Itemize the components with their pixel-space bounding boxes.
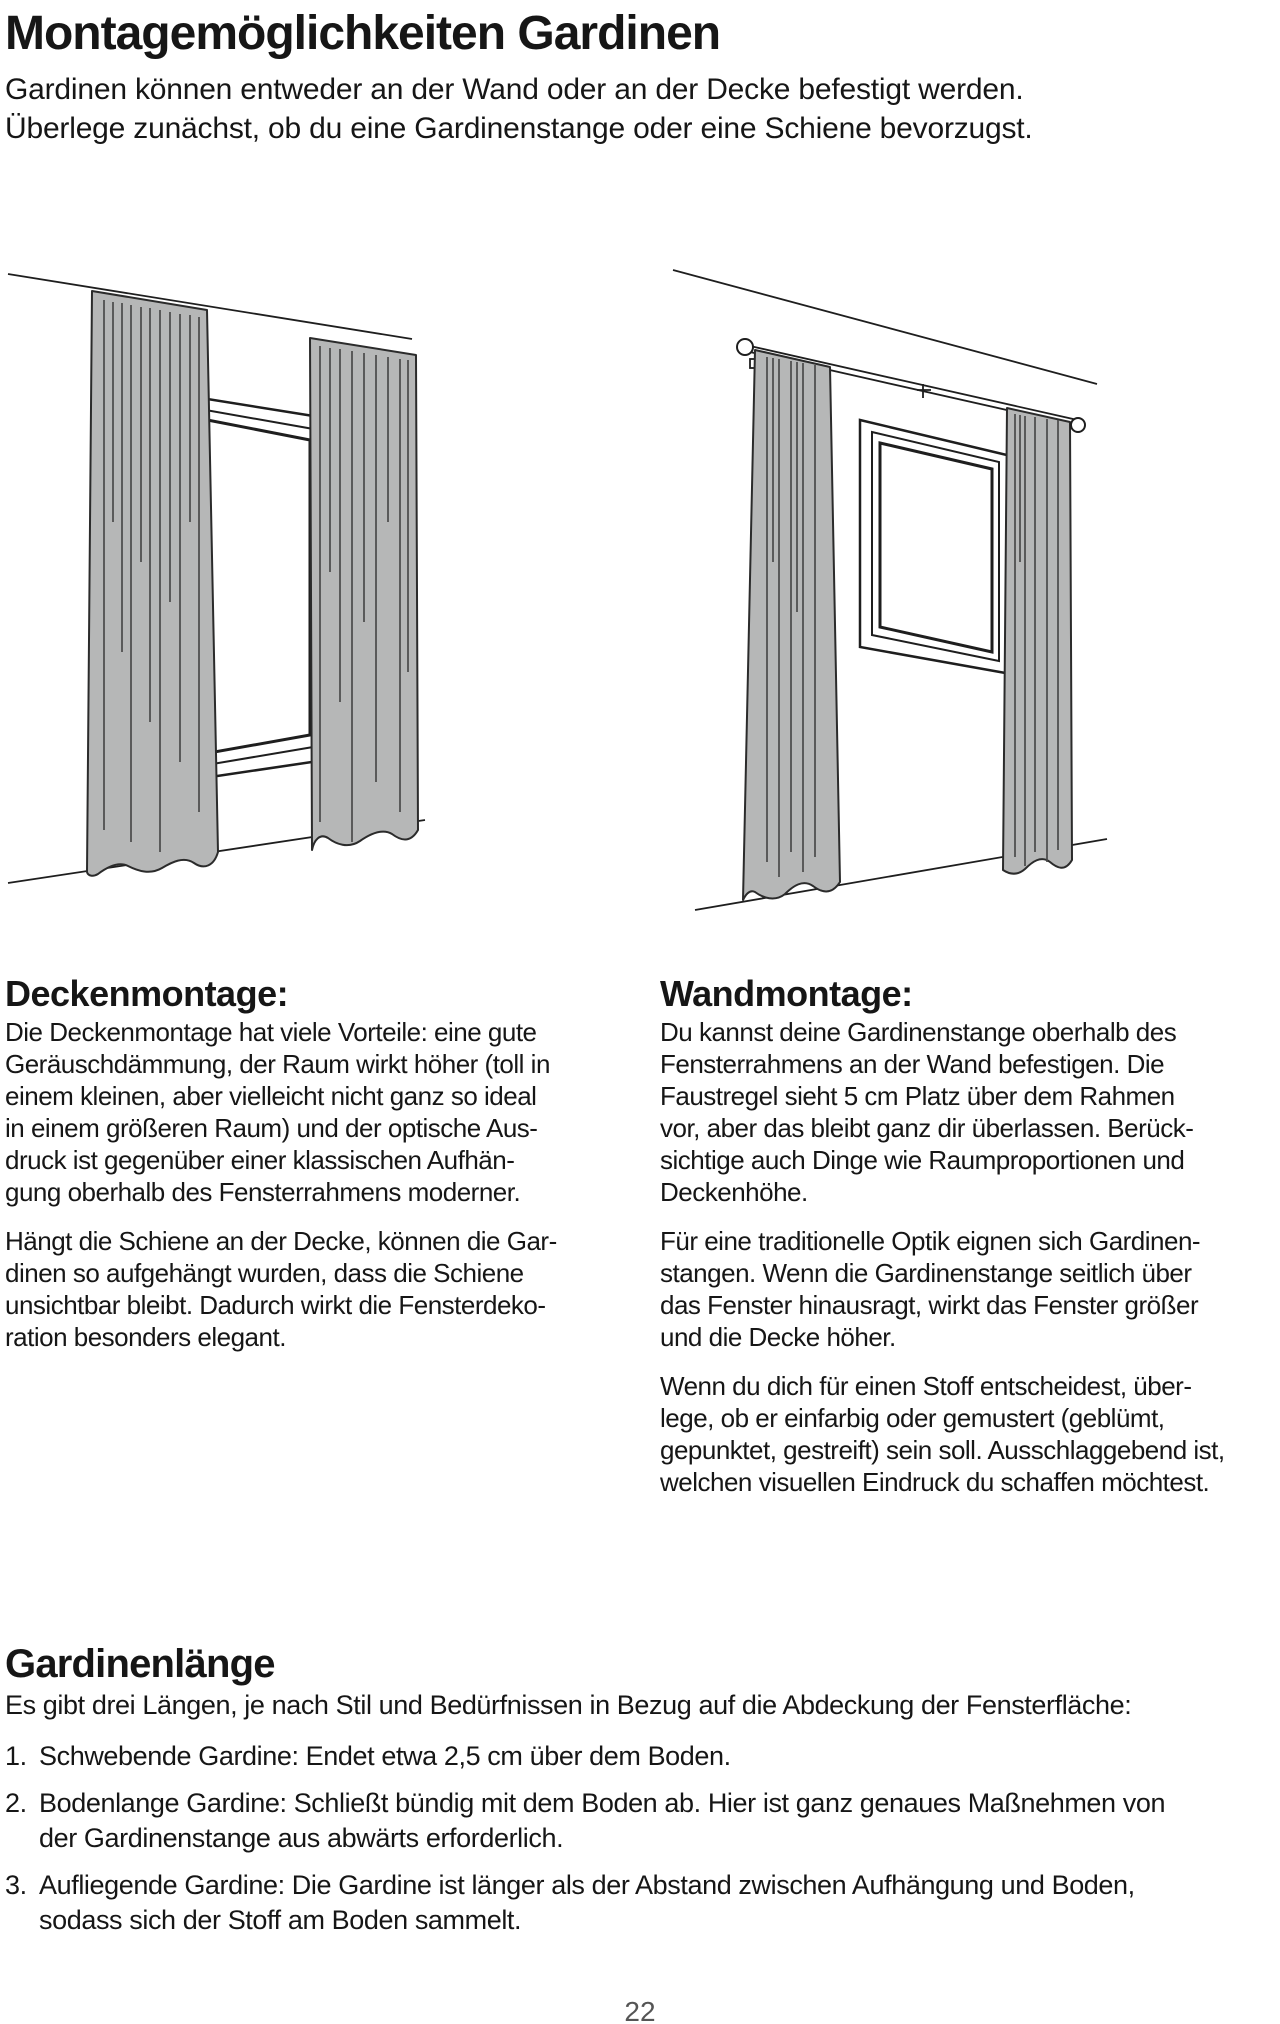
ceiling-line: [673, 270, 1097, 384]
rod-finial-right: [1071, 418, 1085, 432]
wandmontage-paragraph-1: Du kannst deine Gardinenstange oberhalb des Fensterrahmens an der Wand befestigen. Die Faustregel sieht 5 cm Platz über dem Rahmen vor, aber das bleibt ganz dir überlassen. Berück- sichtige auch Dinge wie Raumproportionen und Deckenhöhe.: [660, 1017, 1194, 1207]
list-item-2: [5, 1786, 1275, 1856]
section-deckenmontage: [5, 974, 605, 1370]
section-heading-gardinenlaenge: Gardinenlänge: [5, 1642, 275, 1686]
window-frame: [860, 420, 1011, 674]
left-curtain-panel: [87, 291, 218, 876]
page-number: 22: [624, 1996, 656, 2024]
illustration-wall-mounted-curtain-rod: [655, 262, 1115, 912]
list-item-text: Bodenlange Gardine: Schließt bündig mit dem Boden ab. Hier ist ganz genaues Maßnehmen von der Gardinenstange aus abwärts erforderlich.: [39, 1788, 1166, 1853]
list-number: 3.: [5, 1870, 27, 1900]
list-item-text: Aufliegende Gardine: Die Gardine ist länger als der Abstand zwischen Aufhängung und Boden, sodass sich der Stoff am Boden sammelt.: [39, 1870, 1135, 1935]
left-curtain-panel: [743, 350, 840, 900]
section-wandmontage: [660, 974, 1260, 1515]
gardinenlaenge-intro: Es gibt drei Längen, je nach Stil und Bedürfnissen in Bezug auf die Abdeckung der Fensterfläche:: [5, 1690, 1132, 1720]
right-curtain-panel: [1003, 408, 1072, 874]
rod-finial-left: [737, 339, 753, 355]
curtain-length-list: [5, 1739, 1275, 1938]
section-gardinenlaenge: [5, 1688, 1275, 1950]
page-title: Montagemöglichkeiten Gardinen: [5, 7, 721, 60]
intro-paragraph: Gardinen können entweder an der Wand oder an der Decke befestigt werden. Überlege zunächst, ob du eine Gardinenstange oder eine Schiene bevorzugst.: [5, 73, 1033, 145]
list-item-3: [5, 1868, 1275, 1938]
deckenmontage-paragraph-1: Die Deckenmontage hat viele Vorteile: eine gute Geräuschdämmung, der Raum wirkt höher (toll in einem kleinen, aber vielleicht nicht ganz so ideal in einem größeren Raum) und der optische Aus- druck ist gegenüber einer klassischen Aufhän- gung oberhalb des Fensterrahmens moderner.: [5, 1017, 550, 1207]
ceiling-line: [8, 274, 412, 339]
list-item-1: [5, 1739, 1275, 1774]
section-heading-deckenmontage: Deckenmontage:: [5, 973, 289, 1014]
section-heading-wandmontage: Wandmontage:: [660, 973, 913, 1014]
wandmontage-paragraph-3: Wenn du dich für einen Stoff entscheidest, über- lege, ob er einfarbig oder gemustert (geblümt, gepunktet, gestreift) sein soll. Ausschlaggebend ist, welchen visuellen Eindruck du schaffen möchtest.: [660, 1371, 1225, 1497]
right-curtain-panel: [310, 338, 418, 850]
list-item-text: Schwebende Gardine: Endet etwa 2,5 cm über dem Boden.: [39, 1741, 731, 1771]
deckenmontage-paragraph-2: Hängt die Schiene an der Decke, können die Gar- dinen so aufgehängt wurden, dass die Schiene unsichtbar bleibt. Dadurch wirkt die Fensterdeko- ration besonders elegant.: [5, 1226, 557, 1352]
list-number: 1.: [5, 1741, 27, 1771]
wandmontage-paragraph-2: Für eine traditionelle Optik eignen sich Gardinen- stangen. Wenn die Gardinenstange seitlich über das Fenster hinausragt, wirkt das Fenster größer und die Decke höher.: [660, 1226, 1201, 1352]
illustration-ceiling-mounted-curtains: [0, 222, 430, 892]
list-number: 2.: [5, 1788, 27, 1818]
